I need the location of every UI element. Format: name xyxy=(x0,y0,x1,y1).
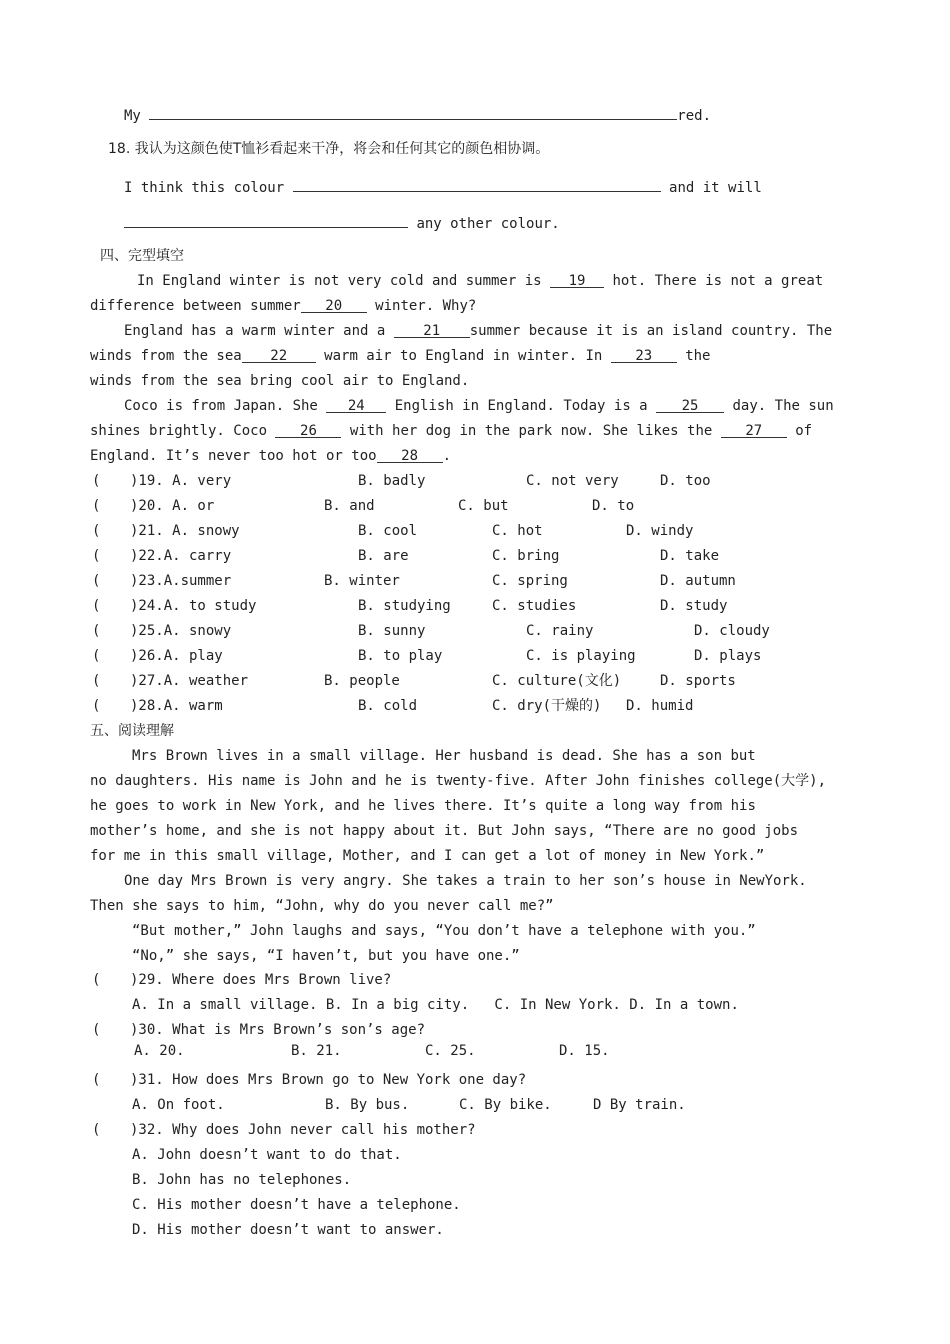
reading-line-9: “No,” she says, “I haven’t, but you have one.” xyxy=(132,948,520,964)
question-30-option-b[interactable]: B. 21. xyxy=(291,1043,342,1059)
question-21-option-d[interactable]: D. windy xyxy=(626,523,694,539)
q18-answer-blank-1[interactable] xyxy=(293,175,661,192)
cloze-line-6 xyxy=(124,396,834,416)
question-22-option-a[interactable]: )22.A. carry xyxy=(130,548,232,564)
cloze-text: England. It’s never too hot or too xyxy=(90,448,377,464)
cloze-blank-22[interactable]: 22 xyxy=(242,346,316,363)
question-26-option-a[interactable]: )26.A. play xyxy=(130,648,223,664)
question-24-option-b[interactable]: B. studying xyxy=(358,598,451,614)
question-31-option-a[interactable]: A. On foot. xyxy=(132,1097,225,1113)
cloze-line-7 xyxy=(90,421,812,441)
question-25-option-b[interactable]: B. sunny xyxy=(358,623,426,639)
question-22-option-c[interactable]: C. bring xyxy=(492,548,560,564)
question-22-option-b[interactable]: B. are xyxy=(358,548,409,564)
question-27-option-c[interactable]: C. culture(文化) xyxy=(492,673,622,689)
question-27-option-d[interactable]: D. sports xyxy=(660,673,736,689)
q18-line2 xyxy=(124,211,560,234)
question-19-option-c[interactable]: C. not very xyxy=(526,473,619,489)
question-31-option-c[interactable]: C. By bike. xyxy=(459,1097,552,1113)
q18-answer-blank-2[interactable] xyxy=(124,211,408,228)
question-23-option-b[interactable]: B. winter xyxy=(324,573,400,589)
question-19-option-d[interactable]: D. too xyxy=(660,473,711,489)
cloze-text: hot. There is not a great xyxy=(612,273,824,289)
q17-answer-blank[interactable] xyxy=(149,103,677,120)
cloze-text: . xyxy=(442,448,452,464)
question-29-options[interactable]: A. In a small village. B. In a big city. C. In New York. D. In a town. xyxy=(132,997,739,1013)
question-22-option-d[interactable]: D. take xyxy=(660,548,720,564)
answer-paren[interactable]: ( xyxy=(92,1022,101,1038)
question-28-option-b[interactable]: B. cold xyxy=(358,698,418,714)
answer-paren[interactable]: ( xyxy=(92,548,101,564)
question-31-option-b[interactable]: B. By bus. xyxy=(325,1097,410,1113)
question-23-option-c[interactable]: C. spring xyxy=(492,573,568,589)
question-26-option-b[interactable]: B. to play xyxy=(358,648,443,664)
cloze-text: shines brightly. Coco xyxy=(90,423,268,439)
question-20-option-a[interactable]: )20. A. or xyxy=(130,498,215,514)
question-20-option-c[interactable]: C. but xyxy=(458,498,509,514)
answer-paren[interactable]: ( xyxy=(92,698,101,714)
cloze-text: In England winter is not very cold and summer is xyxy=(137,273,542,289)
section4-heading: 四、完型填空 xyxy=(100,248,184,264)
answer-paren[interactable]: ( xyxy=(92,673,101,689)
question-32-option-c[interactable]: C. His mother doesn’t have a telephone. xyxy=(132,1197,461,1213)
reading-line-3: he goes to work in New York, and he lives there. It’s quite a long way from his xyxy=(90,798,756,814)
cloze-blank-25[interactable]: 25 xyxy=(656,396,724,413)
question-21-option-a[interactable]: )21. A. snowy xyxy=(130,523,240,539)
cloze-blank-27[interactable]: 27 xyxy=(721,421,787,438)
cloze-text: day. The sun xyxy=(732,398,834,414)
question-25-option-c[interactable]: C. rainy xyxy=(526,623,594,639)
question-20-option-d[interactable]: D. to xyxy=(592,498,635,514)
answer-paren[interactable]: ( xyxy=(92,972,101,988)
cloze-blank-23[interactable]: 23 xyxy=(611,346,677,363)
question-32-option-b[interactable]: B. John has no telephones. xyxy=(132,1172,352,1188)
cloze-line-8 xyxy=(90,446,451,466)
cloze-blank-21[interactable]: 21 xyxy=(394,321,470,338)
answer-paren[interactable]: ( xyxy=(92,648,101,664)
cloze-text: of xyxy=(795,423,813,439)
question-28-option-c[interactable]: C. dry(干燥的) xyxy=(492,698,602,714)
answer-paren[interactable]: ( xyxy=(92,498,101,514)
question-21-option-c[interactable]: C. hot xyxy=(492,523,543,539)
reading-line-6: One day Mrs Brown is very angry. She takes a train to her son’s house in NewYork. xyxy=(124,873,807,889)
question-29-stem: )29. Where does Mrs Brown live? xyxy=(130,972,392,988)
question-32-stem: )32. Why does John never call his mother? xyxy=(130,1122,476,1138)
reading-line-5: for me in this small village, Mother, and I can get a lot of money in New York.” xyxy=(90,848,765,864)
question-21-option-b[interactable]: B. cool xyxy=(358,523,418,539)
question-25-option-a[interactable]: )25.A. snowy xyxy=(130,623,232,639)
q17-end: red. xyxy=(677,108,712,124)
question-27-option-b[interactable]: B. people xyxy=(324,673,400,689)
question-30-option-c[interactable]: C. 25. xyxy=(425,1043,476,1059)
cloze-text: English in England. Today is a xyxy=(394,398,648,414)
cloze-text: England has a warm winter and a xyxy=(124,323,386,339)
q18-prompt: 18. 我认为这颜色使T恤衫看起来干净，将会和任何其它的颜色相协调。 xyxy=(108,141,550,157)
answer-paren[interactable]: ( xyxy=(92,1072,101,1088)
question-28-option-a[interactable]: )28.A. warm xyxy=(130,698,223,714)
answer-paren[interactable]: ( xyxy=(92,598,101,614)
section5-heading: 五、阅读理解 xyxy=(90,723,174,739)
question-32-option-a[interactable]: A. John doesn’t want to do that. xyxy=(132,1147,402,1163)
cloze-text: the xyxy=(685,348,711,364)
q18-line1-end: and it will xyxy=(669,180,762,196)
reading-line-1: Mrs Brown lives in a small village. Her husband is dead. She has a son but xyxy=(132,748,756,764)
question-27-option-a[interactable]: )27.A. weather xyxy=(130,673,249,689)
cloze-line-4 xyxy=(90,346,710,366)
answer-paren[interactable]: ( xyxy=(92,473,101,489)
reading-line-4: mother’s home, and she is not happy about it. But John says, “There are no good jobs xyxy=(90,823,799,839)
cloze-text: with her dog in the park now. She likes the xyxy=(349,423,713,439)
cloze-blank-19[interactable]: 19 xyxy=(550,271,604,288)
question-26-option-c[interactable]: C. is playing xyxy=(526,648,636,664)
question-32-option-d[interactable]: D. His mother doesn’t want to answer. xyxy=(132,1222,444,1238)
cloze-text: difference between summer xyxy=(90,298,301,314)
cloze-line-1 xyxy=(137,271,823,291)
cloze-blank-20[interactable]: 20 xyxy=(301,296,367,313)
question-24-option-d[interactable]: D. study xyxy=(660,598,728,614)
question-19-option-a[interactable]: )19. A. very xyxy=(130,473,232,489)
cloze-line-5: winds from the sea bring cool air to England. xyxy=(90,373,470,389)
answer-paren[interactable]: ( xyxy=(92,523,101,539)
question-19-option-b[interactable]: B. badly xyxy=(358,473,426,489)
cloze-text: warm air to England in winter. In xyxy=(324,348,603,364)
question-24-option-a[interactable]: )24.A. to study xyxy=(130,598,257,614)
q17-start: My xyxy=(124,108,141,124)
cloze-line-2 xyxy=(90,296,476,316)
q18-line1 xyxy=(124,175,762,198)
q18-line2-end: any other colour. xyxy=(416,216,560,232)
cloze-blank-24[interactable]: 24 xyxy=(326,396,386,413)
question-30-option-d[interactable]: D. 15. xyxy=(559,1043,610,1059)
question-30-stem: )30. What is Mrs Brown’s son’s age? xyxy=(130,1022,426,1038)
reading-line-7: Then she says to him, “John, why do you never call me?” xyxy=(90,898,554,914)
q18-line1-start: I think this colour xyxy=(124,180,285,196)
cloze-text: Coco is from Japan. She xyxy=(124,398,318,414)
cloze-line-3 xyxy=(124,321,832,341)
cloze-blank-28[interactable]: 28 xyxy=(377,446,443,463)
answer-paren[interactable]: ( xyxy=(92,1122,101,1138)
question-20-option-b[interactable]: B. and xyxy=(324,498,375,514)
cloze-text: winter. Why? xyxy=(375,298,477,314)
reading-line-8: “But mother,” John laughs and says, “You don’t have a telephone with you.” xyxy=(132,923,756,939)
question-25-option-d[interactable]: D. cloudy xyxy=(694,623,770,639)
reading-line-2: no daughters. His name is John and he is twenty-five. After John finishes college(大学), xyxy=(90,773,827,789)
question-26-option-d[interactable]: D. plays xyxy=(694,648,762,664)
question-30-option-a[interactable]: A. 20. xyxy=(134,1043,185,1059)
q17-line xyxy=(124,103,711,126)
question-23-option-d[interactable]: D. autumn xyxy=(660,573,736,589)
cloze-text: summer because it is an island country. The xyxy=(469,323,833,339)
question-23-option-a[interactable]: )23.A.summer xyxy=(130,573,232,589)
answer-paren[interactable]: ( xyxy=(92,623,101,639)
question-31-stem: )31. How does Mrs Brown go to New York one day? xyxy=(130,1072,527,1088)
question-24-option-c[interactable]: C. studies xyxy=(492,598,577,614)
cloze-blank-26[interactable]: 26 xyxy=(275,421,341,438)
question-28-option-d[interactable]: D. humid xyxy=(626,698,694,714)
question-31-option-d[interactable]: D By train. xyxy=(593,1097,686,1113)
answer-paren[interactable]: ( xyxy=(92,573,101,589)
cloze-text: winds from the sea xyxy=(90,348,242,364)
